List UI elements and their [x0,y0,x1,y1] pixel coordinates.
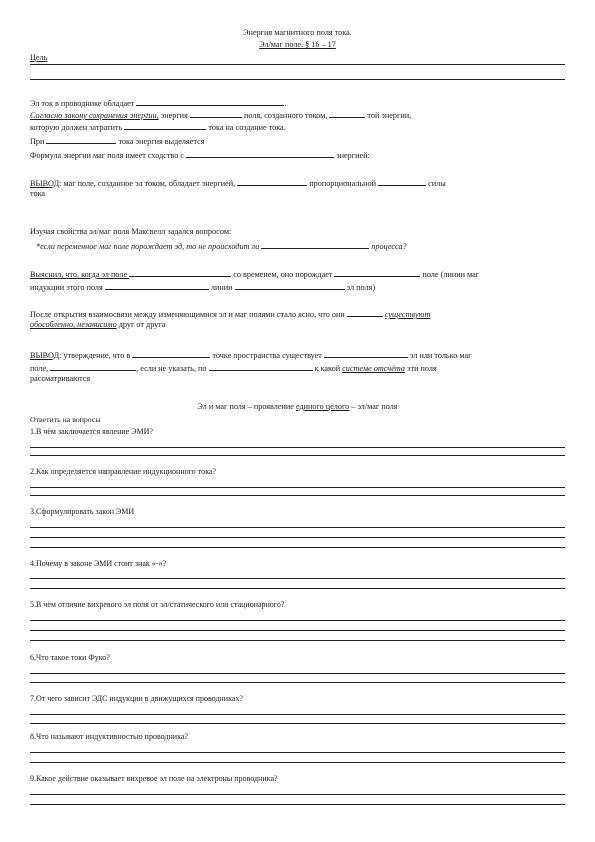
answer-blank[interactable] [378,177,426,186]
text: точке пространства существует [210,351,324,360]
energy-line-4 [30,135,565,147]
goal-line [30,79,565,80]
answer-blank[interactable] [190,109,242,118]
answer-line[interactable] [30,447,565,448]
text: При [30,137,47,146]
answer-line[interactable] [30,487,565,488]
answer-line[interactable] [30,723,565,724]
answer-line[interactable] [30,537,565,538]
question-8: 8.Что называют индуктивностью проводника? [30,732,188,741]
goal-label [30,53,565,63]
conclusion-label: ВЫВОД [30,351,60,360]
text: поля, созданного током, [241,111,330,120]
emphasis-text: обособленно, независимо [30,320,117,329]
answer-blank[interactable] [329,109,365,118]
conclusion-1-cont: тока [30,189,46,198]
answer-line[interactable] [30,640,565,641]
maxwell-finding-1 [30,268,565,280]
fields-relation-cont [30,320,565,330]
text: силы [426,179,446,188]
answer-blank[interactable] [334,268,420,277]
text: друг от друга [116,320,166,329]
answer-blank[interactable] [50,362,136,371]
conclusion-label: ВЫВОД [30,179,60,188]
text: которую должен затратить [30,123,125,132]
goal-label-text: Цель [30,53,48,62]
answer-line[interactable] [30,495,565,496]
answer-blank[interactable] [124,121,206,130]
text: После открытия взаимосвязи между изменяющимися эл и маг полями стало ясно, что они [30,310,347,319]
answer-line[interactable] [30,673,565,674]
answer-line[interactable] [30,527,565,528]
text: линии [208,283,235,292]
energy-line-2 [30,109,565,121]
text: Эл и маг поля – проявление [197,402,296,411]
answer-line[interactable] [30,578,565,579]
text: . [284,99,287,108]
question-text: *если переменное маг поле порождает эд, то не происходит ли [36,242,262,251]
answer-blank[interactable] [237,177,307,186]
energy-line-5 [30,149,565,161]
answer-line[interactable] [30,455,565,456]
answer-blank[interactable] [105,281,209,290]
emphasis-text: существуют [384,310,431,319]
question-7: 7.От чего зависит ЭДС индукции в движущихся проводниках? [30,694,243,703]
answer-line[interactable] [30,794,565,795]
text: пропорциональной [307,179,379,188]
question-4: 4.Почему в законе ЭМИ стоит знак «-»? [30,559,166,568]
conclusion-2-end: рассматриваются [30,374,91,383]
conclusion-2-cont [30,362,565,374]
page-subtitle [30,40,565,50]
maxwell-intro: Изучая свойства эл/маг поля Максвелл задался вопросом: [30,227,232,236]
text: энергия [158,111,190,120]
text: Выяснил, что, когда эл поле [30,270,130,279]
text: к какой [312,364,343,373]
answer-blank[interactable] [129,268,231,277]
text: эл или только маг [407,351,472,360]
emphasis-text: единого целого [295,402,350,411]
question-9: 9.Какое действие оказывает вихревое эл поле на электроны проводника? [30,774,278,783]
answer-blank[interactable] [186,149,334,158]
answer-blank[interactable] [261,240,369,249]
text: энергией: [334,151,370,160]
question-text: процесса? [369,242,407,251]
answer-line[interactable] [30,752,565,753]
emphasis-text: системе отсчёта [342,364,405,373]
energy-line-3 [30,121,565,133]
answer-intro: Ответить на вопросы [30,415,101,424]
unity-statement [30,402,565,412]
text: со временем, оно порождает [231,270,335,279]
answer-line[interactable] [30,630,565,631]
answer-blank[interactable] [209,362,313,371]
answer-blank[interactable] [347,308,383,317]
question-5: 5.В чём отличие вихревого эл поля от эл/статического или стационарного? [30,600,285,609]
conclusion-2 [30,349,565,361]
question-3: 3.Сформулировать закон ЭМИ [30,507,135,516]
text: – эл/маг поля [349,402,398,411]
text: тока на создание тока. [206,123,286,132]
answer-line[interactable] [30,588,565,589]
answer-line[interactable] [30,714,565,715]
law-text: Согласно закону сохранения энергии, [30,111,159,120]
page-title: Энергия магнитного поля тока. [243,28,352,37]
answer-blank[interactable] [132,349,210,358]
answer-blank[interactable] [136,97,287,108]
text: эти поля [404,364,437,373]
maxwell-finding-2 [30,281,565,293]
answer-line[interactable] [30,804,565,805]
answer-line[interactable] [30,762,565,763]
conclusion-1 [30,177,565,189]
text: Формула энергии маг поля имеет сходство с [30,151,187,160]
text: тока энергия выделяется [116,137,205,146]
fields-relation [30,308,565,320]
answer-blank[interactable] [235,281,345,290]
answer-blank[interactable] [324,349,408,358]
energy-line-1 [30,97,565,109]
maxwell-question [36,240,571,252]
answer-line[interactable] [30,547,565,548]
answer-blank[interactable] [46,135,116,144]
text: , если не указать, по [136,364,209,373]
subtitle-text: Эл/маг поле. § 16 – 17 [259,40,336,49]
text: поле, [30,364,51,373]
answer-line[interactable] [30,682,565,683]
answer-line[interactable] [30,620,565,621]
text: той энергии, [365,111,412,120]
text: эл поля) [344,283,376,292]
question-2: 2.Как определяется направление индукционного тока? [30,467,216,476]
text: Эл ток в проводнике обладает [30,99,135,108]
text: поле (линии маг [420,270,480,279]
question-1: 1.В чём заключается явление ЭМИ? [30,427,153,436]
goal-line [30,64,565,65]
text: : утверждение, что в [59,351,133,360]
text: : маг поле, созданное эл током, обладает энергией, [59,179,238,188]
text: индукции этого поля [30,283,105,292]
question-6: 6.Что такое токи Фуко? [30,653,110,662]
